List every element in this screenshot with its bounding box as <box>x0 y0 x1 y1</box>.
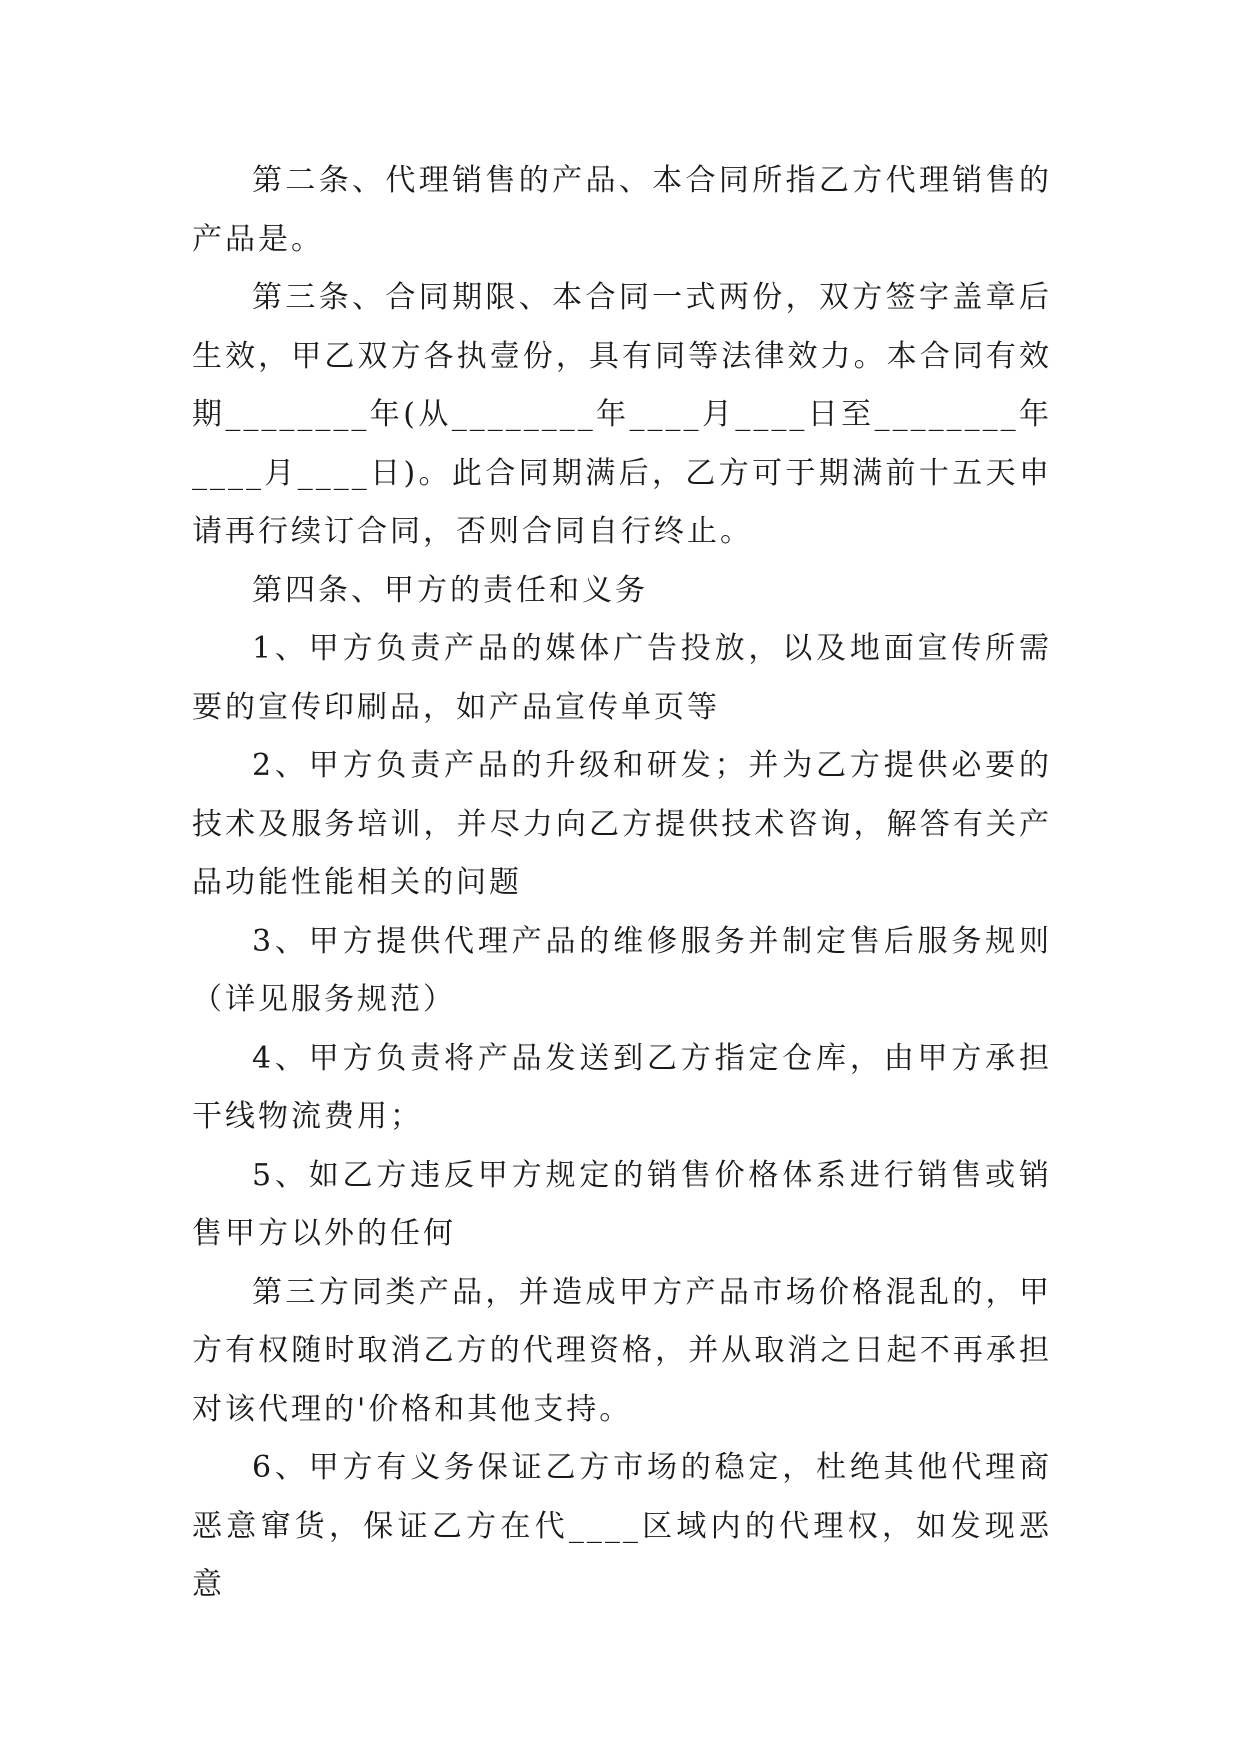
paragraph-item-5-continued: 第三方同类产品，并造成甲方产品市场价格混乱的，甲方有权随时取消乙方的代理资格，并从取消之日起不再承担对该代理的'价格和其他支持。 <box>192 1274 1052 1427</box>
paragraph-article-2: 第二条、代理销售的产品、本合同所指乙方代理销售的产品是。 <box>192 163 1052 257</box>
paragraph-article-4-heading: 第四条、甲方的责任和义务 <box>252 572 648 608</box>
paragraph-item-3: 3、甲方提供代理产品的维修服务并制定售后服务规则（详见服务规范） <box>192 923 1052 1017</box>
paragraph-item-2: 2、甲方负责产品的升级和研发；并为乙方提供必要的技术及服务培训，并尽力向乙方提供技术咨询，解答有关产品功能性能相关的问题 <box>192 748 1052 900</box>
paragraph-item-5: 5、如乙方违反甲方规定的销售价格体系进行销售或销售甲方以外的任何 <box>192 1157 1052 1251</box>
document-body <box>192 152 1052 1615</box>
paragraph-article-3: 第三条、合同期限、本合同一式两份，双方签字盖章后生效，甲乙双方各执壹份，具有同等法律效力。本合同有效期________年(从________年____月____日至________年____月____日)。此合同期满后，乙方可于期满前十五天申请再行续订合同，否则合同自行终止。 <box>192 280 1052 549</box>
paragraph-item-1: 1、甲方负责产品的媒体广告投放，以及地面宣传所需要的宣传印刷品，如产品宣传单页等 <box>192 631 1052 725</box>
paragraph-item-4: 4、甲方负责将产品发送到乙方指定仓库，由甲方承担干线物流费用； <box>192 1040 1052 1134</box>
paragraph-item-6: 6、甲方有义务保证乙方市场的稳定，杜绝其他代理商恶意窜货，保证乙方在代____区域内的代理权，如发现恶意 <box>192 1450 1052 1602</box>
